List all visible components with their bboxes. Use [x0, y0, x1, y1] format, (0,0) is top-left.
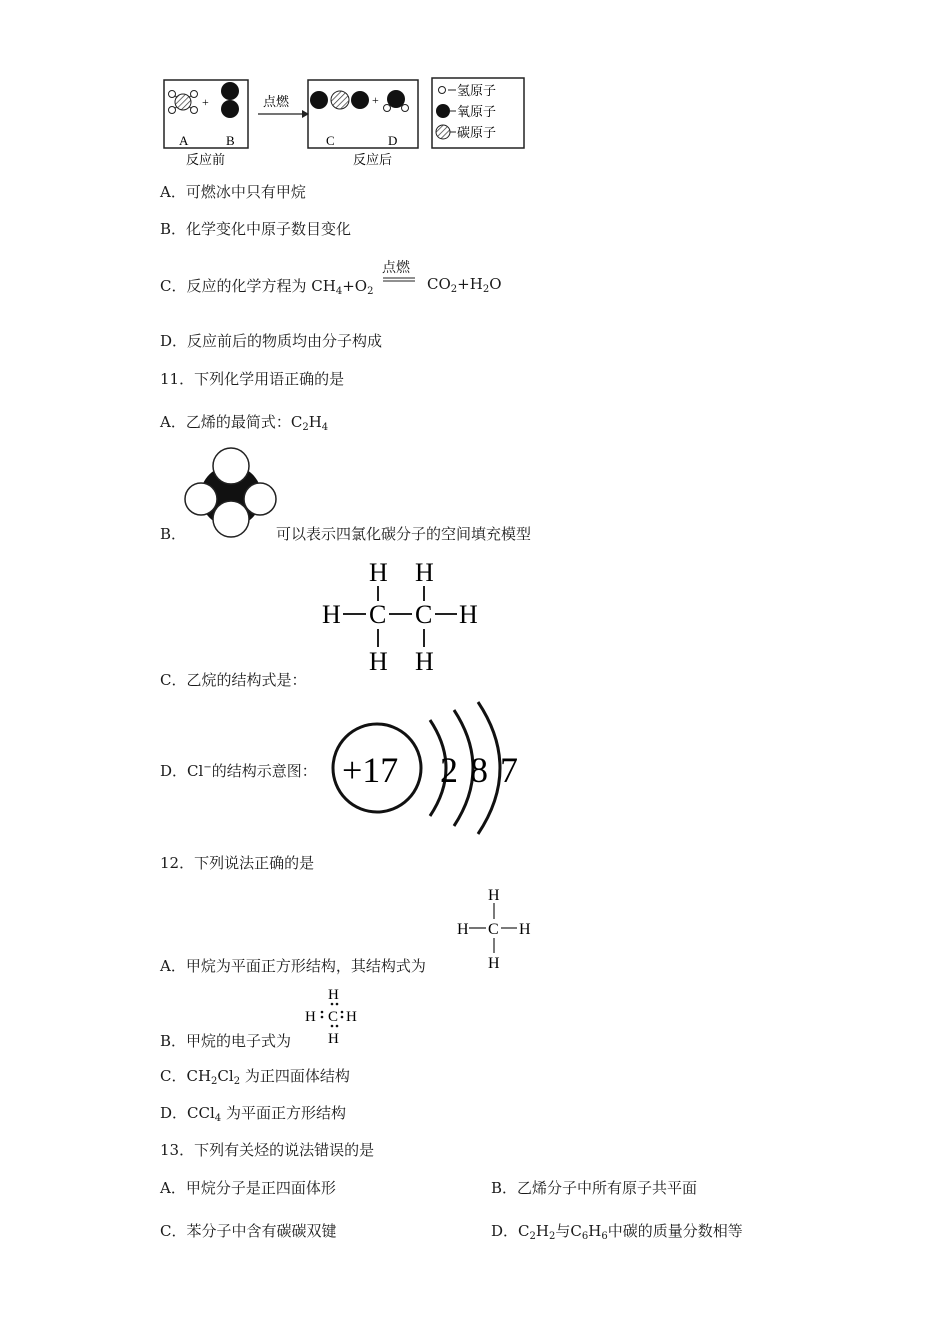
svg-text:H: H: [322, 600, 341, 629]
svg-text:C: C: [369, 600, 387, 629]
q10-option-c-products: $CO_2+H_2O$: [427, 275, 502, 295]
q11-option-b-label: B．: [160, 525, 187, 543]
q11-option-d: D．Cl−的结构示意图：: [160, 762, 317, 780]
ethane-structural-formula: [318, 553, 488, 679]
q11-stem: 11．下列化学用语正确的是: [160, 370, 345, 388]
nucleus-charge: +17: [342, 750, 399, 790]
svg-text:H: H: [457, 921, 469, 938]
plus-sign-2: +: [372, 93, 379, 107]
q13-option-c: C．苯分子中含有碳碳双键: [160, 1222, 337, 1240]
q11-option-c: C．乙烷的结构式是：: [160, 671, 307, 689]
q10-option-c: C．反应的化学方程为 $CH_4+O_2$: [160, 277, 374, 297]
q12-option-d: D．CCl$_4$ 为平面正方形结构: [160, 1104, 346, 1124]
before-caption: 反应前: [186, 152, 226, 167]
label-c: C: [326, 133, 335, 148]
legend-carbon: [436, 125, 496, 140]
svg-text:C: C: [328, 1009, 339, 1025]
methane-structural-formula: [456, 884, 536, 974]
arrow-label: 点燃: [263, 94, 290, 109]
q12-stem: 12．下列说法正确的是: [160, 854, 315, 872]
after-box: [308, 80, 418, 148]
legend-oxygen: [436, 104, 496, 119]
q13-stem: 13．下列有关烃的说法错误的是: [160, 1141, 375, 1159]
after-caption: 反应后: [353, 152, 393, 167]
svg-text:H: H: [519, 921, 531, 938]
svg-text:H: H: [328, 1031, 339, 1047]
svg-text:C: C: [488, 921, 499, 938]
svg-text:碳原子: 碳原子: [457, 125, 497, 140]
space-filling-model: [184, 444, 278, 542]
molecule-b-oxygen: [221, 82, 239, 118]
q11-option-a: A．乙烯的最简式：$C_2H_4$: [160, 413, 329, 433]
plus-sign-1: +: [202, 95, 209, 109]
q10-equals-sign: [382, 277, 416, 285]
svg-text:H: H: [488, 955, 500, 972]
svg-text:H: H: [369, 647, 388, 676]
q13-option-b: B．乙烯分子中所有原子共平面: [491, 1179, 698, 1197]
svg-text:H: H: [459, 600, 478, 629]
q12-option-c: C．$CH_2Cl_2$ 为正四面体结构: [160, 1067, 350, 1087]
svg-text:H: H: [415, 558, 434, 587]
q12-option-b: B．甲烷的电子式为: [160, 1032, 292, 1050]
svg-text:H: H: [415, 647, 434, 676]
svg-text:H: H: [305, 1009, 316, 1025]
shell-2-electrons: 8: [470, 750, 488, 790]
q11-option-b-text: 可以表示四氯化碳分子的空间填充模型: [276, 525, 532, 543]
label-d: D: [388, 133, 398, 148]
svg-text:H: H: [328, 987, 339, 1003]
chloride-ion-structure-diagram: [330, 700, 530, 840]
svg-text:H: H: [346, 1009, 357, 1025]
legend-hydrogen: [439, 83, 497, 98]
shell-1-electrons: 2: [440, 750, 458, 790]
q10-option-b: B．化学变化中原子数目变化: [160, 220, 352, 238]
svg-text:氢原子: 氢原子: [457, 83, 497, 98]
molecule-c-co2: [310, 91, 369, 109]
molecule-a-methane: [169, 91, 198, 114]
q10-option-a: A．可燃冰中只有甲烷: [160, 183, 306, 201]
q10-reaction-condition: 点燃: [382, 260, 410, 276]
q13-option-a: A．甲烷分子是正四面体形: [160, 1179, 336, 1197]
svg-text:氧原子: 氧原子: [457, 104, 497, 119]
svg-text:H: H: [369, 558, 388, 587]
molecule-d-water: [384, 90, 409, 112]
shell-3-electrons: 7: [500, 750, 518, 790]
reaction-diagram: [160, 74, 530, 170]
label-a: A: [179, 133, 189, 148]
q13-option-d: D．$C_2H_2$与$C_6H_6$中碳的质量分数相等: [491, 1222, 743, 1242]
svg-text:H: H: [488, 887, 500, 904]
methane-electron-formula: [304, 984, 368, 1048]
q10-option-d: D．反应前后的物质均由分子构成: [160, 332, 383, 350]
svg-text:C: C: [415, 600, 433, 629]
label-b: B: [226, 133, 235, 148]
q12-option-a: A．甲烷为平面正方形结构，其结构式为: [160, 957, 426, 975]
